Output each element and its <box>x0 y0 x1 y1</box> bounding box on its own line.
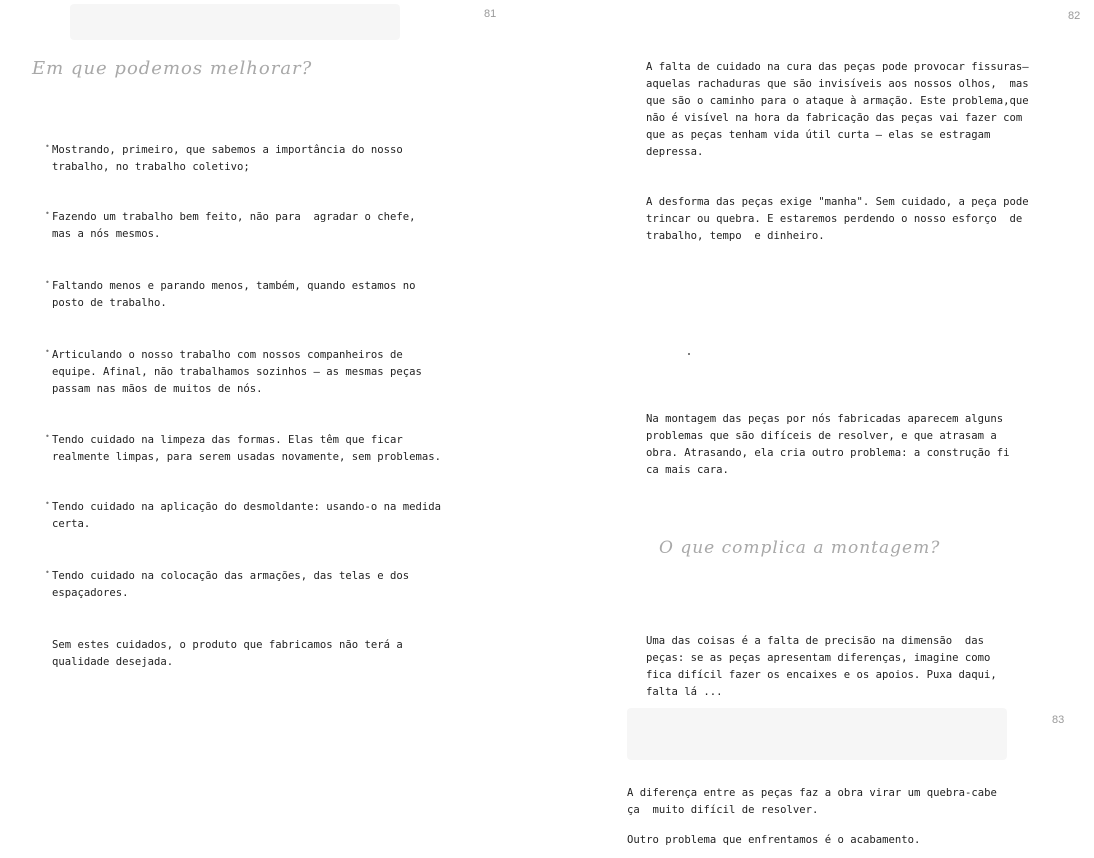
handwritten-heading: Em que podemos melhorar? <box>32 58 313 79</box>
item-line: posto de trabalho. <box>52 297 167 309</box>
item-line: mas a nós mesmos. <box>52 228 161 240</box>
bullet-icon: • <box>45 568 50 577</box>
para-line: ca mais cara. <box>646 464 729 476</box>
item-line: passam nas mãos de muitos de nós. <box>52 383 263 395</box>
bleed-through-smudge <box>627 708 1007 760</box>
item-line: equipe. Afinal, não trabalhamos sozinhos — as mesmas peças <box>52 366 422 378</box>
bullet-icon: • <box>45 432 50 441</box>
item-line: Tendo cuidado na colocação das armações, das telas e dos <box>52 570 410 582</box>
list-item <box>45 432 442 466</box>
para-line: problemas que são difíceis de resolver, e que atrasam a <box>646 430 997 442</box>
item-line: certa. <box>52 518 91 530</box>
item-line: Mostrando, primeiro, que sabemos a importância do nosso <box>52 144 403 156</box>
para-line: Na montagem das peças por nós fabricadas aparecem alguns <box>646 413 1004 425</box>
page-number: 83 <box>1052 714 1065 726</box>
paragraph-desforma <box>646 194 1029 245</box>
list-item <box>45 142 403 176</box>
paragraph-precisao <box>646 633 997 701</box>
closing-paragraph <box>52 637 403 671</box>
para-line: A diferença entre as peças faz a obra virar um quebra-cabe <box>627 787 997 799</box>
para-line: falta lá ... <box>646 686 723 698</box>
item-line: Articulando o nosso trabalho com nossos companheiros de <box>52 349 403 361</box>
page-number: 81 <box>484 8 497 20</box>
bullet-icon: • <box>45 209 50 218</box>
item-line: espaçadores. <box>52 587 129 599</box>
speck <box>688 353 690 355</box>
closing-line: Sem estes cuidados, o produto que fabricamos não terá a <box>52 639 403 651</box>
para-line: Uma das coisas é a falta de precisão na dimensão das <box>646 635 985 647</box>
paragraph-cura <box>646 59 1029 161</box>
bleed-through-smudge <box>70 4 400 40</box>
list-item <box>45 278 416 312</box>
item-line: Faltando menos e parando menos, também, quando estamos no <box>52 280 416 292</box>
paragraph-quebra-cabeca <box>627 785 997 819</box>
para-line: não é visível na hora da fabricação das peças vai fazer com <box>646 112 1023 124</box>
paragraph-montagem <box>646 411 1010 479</box>
para-line: que as peças tenham vida útil curta — elas se estragam <box>646 129 991 141</box>
para-line: que são o caminho para o ataque à armação. Este problema,que <box>646 95 1029 107</box>
list-item <box>45 209 416 243</box>
para-line: obra. Atrasando, ela cria outro problema: a construção fi <box>646 447 1010 459</box>
para-line: trabalho, tempo e dinheiro. <box>646 230 825 242</box>
item-line: trabalho, no trabalho coletivo; <box>52 161 250 173</box>
list-item <box>45 568 410 602</box>
handwritten-question: O que complica a montagem? <box>659 538 941 558</box>
para-line: fica difícil fazer os encaixes e os apoios. Puxa daqui, <box>646 669 997 681</box>
para-line: A desforma das peças exige "manha". Sem cuidado, a peça pode <box>646 196 1029 208</box>
paragraph-acabamento: Outro problema que enfrentamos é o acabamento. <box>627 834 921 846</box>
bullet-icon: • <box>45 142 50 151</box>
closing-line: qualidade desejada. <box>52 656 174 668</box>
bullet-icon: • <box>45 278 50 287</box>
para-line: aquelas rachaduras que são invisíveis aos nossos olhos, mas <box>646 78 1029 90</box>
list-item <box>45 347 422 398</box>
para-line: trincar ou quebra. E estaremos perdendo o nosso esforço de <box>646 213 1023 225</box>
para-line: peças: se as peças apresentam diferenças, imagine como <box>646 652 991 664</box>
right-page <box>547 0 1094 858</box>
item-line: Tendo cuidado na limpeza das formas. Elas têm que ficar <box>52 434 403 446</box>
item-line: Tendo cuidado na aplicação do desmoldante: usando-o na medida <box>52 501 442 513</box>
bullet-icon: • <box>45 499 50 508</box>
para-line: ça muito difícil de resolver. <box>627 804 819 816</box>
para-line: A falta de cuidado na cura das peças pode provocar fissuras— <box>646 61 1029 73</box>
item-line: Fazendo um trabalho bem feito, não para agradar o chefe, <box>52 211 416 223</box>
para-line: depressa. <box>646 146 704 158</box>
bullet-icon: • <box>45 347 50 356</box>
list-item <box>45 499 442 533</box>
item-line: realmente limpas, para serem usadas novamente, sem problemas. <box>52 451 442 463</box>
page-number: 82 <box>1068 10 1081 22</box>
